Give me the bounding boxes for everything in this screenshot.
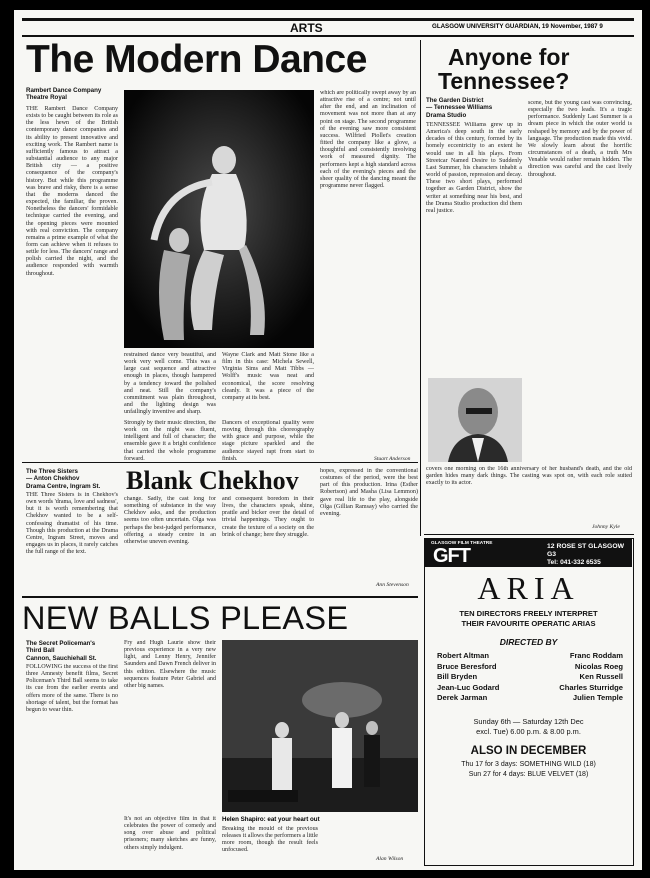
dance-column-1: THE Rambert Dance Company exists to be caught between its role as the less hewn of the British contemporary dance companies and its ability to present innovative and exciting work. The Rambert name is sufficiently famous to attract a substantial audience to any major British city — a positive consequence of the company's history. But while this programme was brave and risky, there is a sense that the moderns danced the expected, the familiar, the proven. Nonetheless the dancers' formidable technique carried the evening, and the opening pieces were mounted with real conviction. The company remains a prime example of what the form can achieve when it refuses to settle for less. The dancers' range and polish carried the night, and the audience responded with warmth throughout. [26,106,118,277]
chekhov-column-2: change. Sadly, the cast long for something of substance in the way Chekhov asks, and the production seems too often uncertain. Olga was perhaps the best-judged performance, offering a steady centre in an otherwise uneven evening. [124,496,216,545]
dance-column-4: which are politically swept away by an attractive rise of a centre; not until after the end, and an inclination of movement was not more than at any point on stage. The second programme of the evening saw more consistent success. Wilfried Piollet's creation fitted the company like a glove, a thoughtful and consistently involving work of measured dignity. The performers kept a high standard across each of the evening's pieces and the sheer quality of the dancing meant the programme never flagged. [320,90,416,190]
chekhov-column-1: THE Three Sisters is in Chekhov's own words 'drama, love and sadness', but it is worth remembering that Chekhov wanted to be a self-confessing dramatist of his time. Though this production at the Drama Centre, Ingram Street, moves and engages us in places, it rarely catches the full range of the text. [26,492,118,556]
aria-directors-right: Franc Roddam Nicolas Roeg Ken Russell Charles Sturridge Julien Temple [559,651,623,703]
aria-dates-2: excl. Tue) 6.00 p.m. & 8.00 p.m. [476,727,581,736]
tennessee-headline-2: Tennessee? [438,68,570,94]
aria-tagline-2: THEIR FAVOURITE OPERATIC ARIAS [461,619,596,628]
dance-column-2b: Strongly by their music direction, the work on the night was fluent, intelligent and full of character; the ensemble gave it a bright confidence that carried the whole programme forward. [124,420,216,462]
tennessee-byline: The Garden District — Tennessee Williams Drama Studio [426,97,493,119]
dance-bottom-rule [22,462,418,463]
balls-column-4: Breaking the mould of the previous releases it allows the performers a little more room, though the result feels unfocused. [222,826,318,854]
also-line-1: Thu 17 for 3 days: SOMETHING WILD (18) [461,761,596,768]
gft-tel: Tel: 041-332 6535 [547,559,601,566]
masthead-rule [22,18,634,21]
tennessee-headline-1: Anyone for [448,44,570,70]
chekhov-column-3: and consequent boredom in their lives, the characters speak, shine, prattle and bicker over the detail of trivial happenings. They ought to create the texture of a society on the brink of change; here they struggle. [222,496,314,538]
gft-ad-box [424,538,634,866]
tennessee-bottom-rule [424,534,634,535]
dance-photo [124,90,314,348]
balls-headline: NEW BALLS PLEASE [22,600,349,636]
gft-logo: GFT [433,545,470,567]
balls-photo [222,640,418,812]
gft-label: GLASGOW FILM THEATRE [431,541,493,546]
chekhov-column-4: hopes, expressed in the conventional costumes of the period, were the best part of this production. Irina (Esther Robertson) and Masha (Lisa Lemmon) gave real life to the play, alongside Olga (Gillian Ramsay) who carried the evening. [320,468,418,517]
chekhov-bottom-rule [22,596,418,598]
newspaper-page [14,10,642,870]
masthead-date: GLASGOW UNIVERSITY GUARDIAN, 19 November, 1987 9 [432,23,603,30]
balls-caption: Helen Shapiro: eat your heart out [222,816,320,823]
portrait-image [428,378,522,462]
dance-byline: Rambert Dance Company Theatre Royal [26,87,102,102]
tennessee-column-1: TENNESSEE Williams grew up in America's deep south in the early decades of this century, formed by its homely eccentricity to an extent he would use in all his plays. From Streetcar Named Desire to Suddenly Last Summer, his characters inhabit a world of passion, repression and decay. These two short plays, performed together as Garden District, show the writer at something near his best, and the Drama Studio production did them real justice. [426,122,522,214]
tennessee-credit: Johnny Kyle [592,524,620,530]
aria-title: ARIA [477,570,580,606]
aria-directed-by: DIRECTED BY [499,637,558,647]
chekhov-byline: The Three Sisters — Anton Chekhov Drama Centre, Ingram St. [26,468,101,490]
balls-column-2: Fry and Hugh Laurie show their previous experience in a very new light, and Lenny Henry, Jennifer Saunders and Dawn French deliver in this edition. Elsewhere the music sequences feature Peter Gabriel and other big names. [124,640,216,689]
balls-column-3: It's not an objective film in that it celebrates the power of comedy and song over abuse and political prisoners; many sketches are funny, others simply indulgent. [124,816,216,851]
tennessee-williams-photo [428,378,522,462]
dance-headline: The Modern Dance [26,38,367,81]
dance-column-3b: Dancers of exceptional quality were moving through this choreography with grace and purpose, while the stage picture sparkled and the audience stayed rapt from start to finish. [222,420,314,462]
chekhov-credit: Ann Stevenson [376,582,409,588]
section-label: ARTS [290,21,323,35]
also-in-december: ALSO IN DECEMBER [470,745,587,757]
chekhov-headline: Blank Chekhov [126,466,299,495]
masthead-rule-bottom [22,35,634,37]
tennessee-column-3: covers one morning on the 16th anniversary of her husband's death, and the old garden hides many dark things. The casting was spot on, with each role suited exactly to its actor. [426,466,632,487]
stage-performers-image [222,640,418,812]
dance-column-2a: restrained dance very beautiful, and work very well come. This was a large cast sequence and attractive enough in places, though hampered by a tendency toward the polished and neat. Still the company's commitment was plain throughout, and the lighting design was unfailingly inventive and sharp. [124,352,216,416]
balls-byline: The Secret Policeman's Third Ball Cannon, Sauchiehall St. [26,640,97,662]
dance-credit: Stuart Anderson [374,456,411,462]
gft-address: 12 ROSE ST GLASGOW G3 [547,543,625,558]
balls-credit: Alan Wilson [376,856,404,862]
aria-dates-1: Sunday 6th — Saturday 12th Dec [473,717,584,726]
dancers-image [124,90,314,348]
tennessee-column-2: scene, but the young cast was convincing, especially the two leads. It's a tragic performance. Suddenly Last Summer is a dream piece in which the outer world is reshaped by memory and by the power of language. The production made this vivid. We slowly learn about the horrific circumstances of a death, a truth Mrs Venable would rather remain hidden. The direction was careful and the cast lively throughout. [528,100,632,178]
balls-column-1: FOLLOWING the success of the first three Amnesty benefit films, Secret Policeman's Third Ball seems to take its cue from the earlier events and offers more of the same. There is no shortage of talent, but the format has begun to wear thin. [26,664,118,713]
aria-tagline-1: TEN DIRECTORS FREELY INTERPRET [459,609,598,618]
dance-column-3a: Wayne Clark and Matt Stone like a film in this case: Michela Sewell, Virginia Sims and Matt Tibbs — Wolff's music was neat and economical, the score resolving cleanly. It was a piece of the company at its best. [222,352,314,401]
aria-directors-left: Robert Altman Bruce Beresford Bill Bryden Jean-Luc Godard Derek Jarman [437,651,500,703]
column-divider [420,40,421,536]
also-line-2: Sun 27 for 4 days: BLUE VELVET (18) [468,771,589,778]
